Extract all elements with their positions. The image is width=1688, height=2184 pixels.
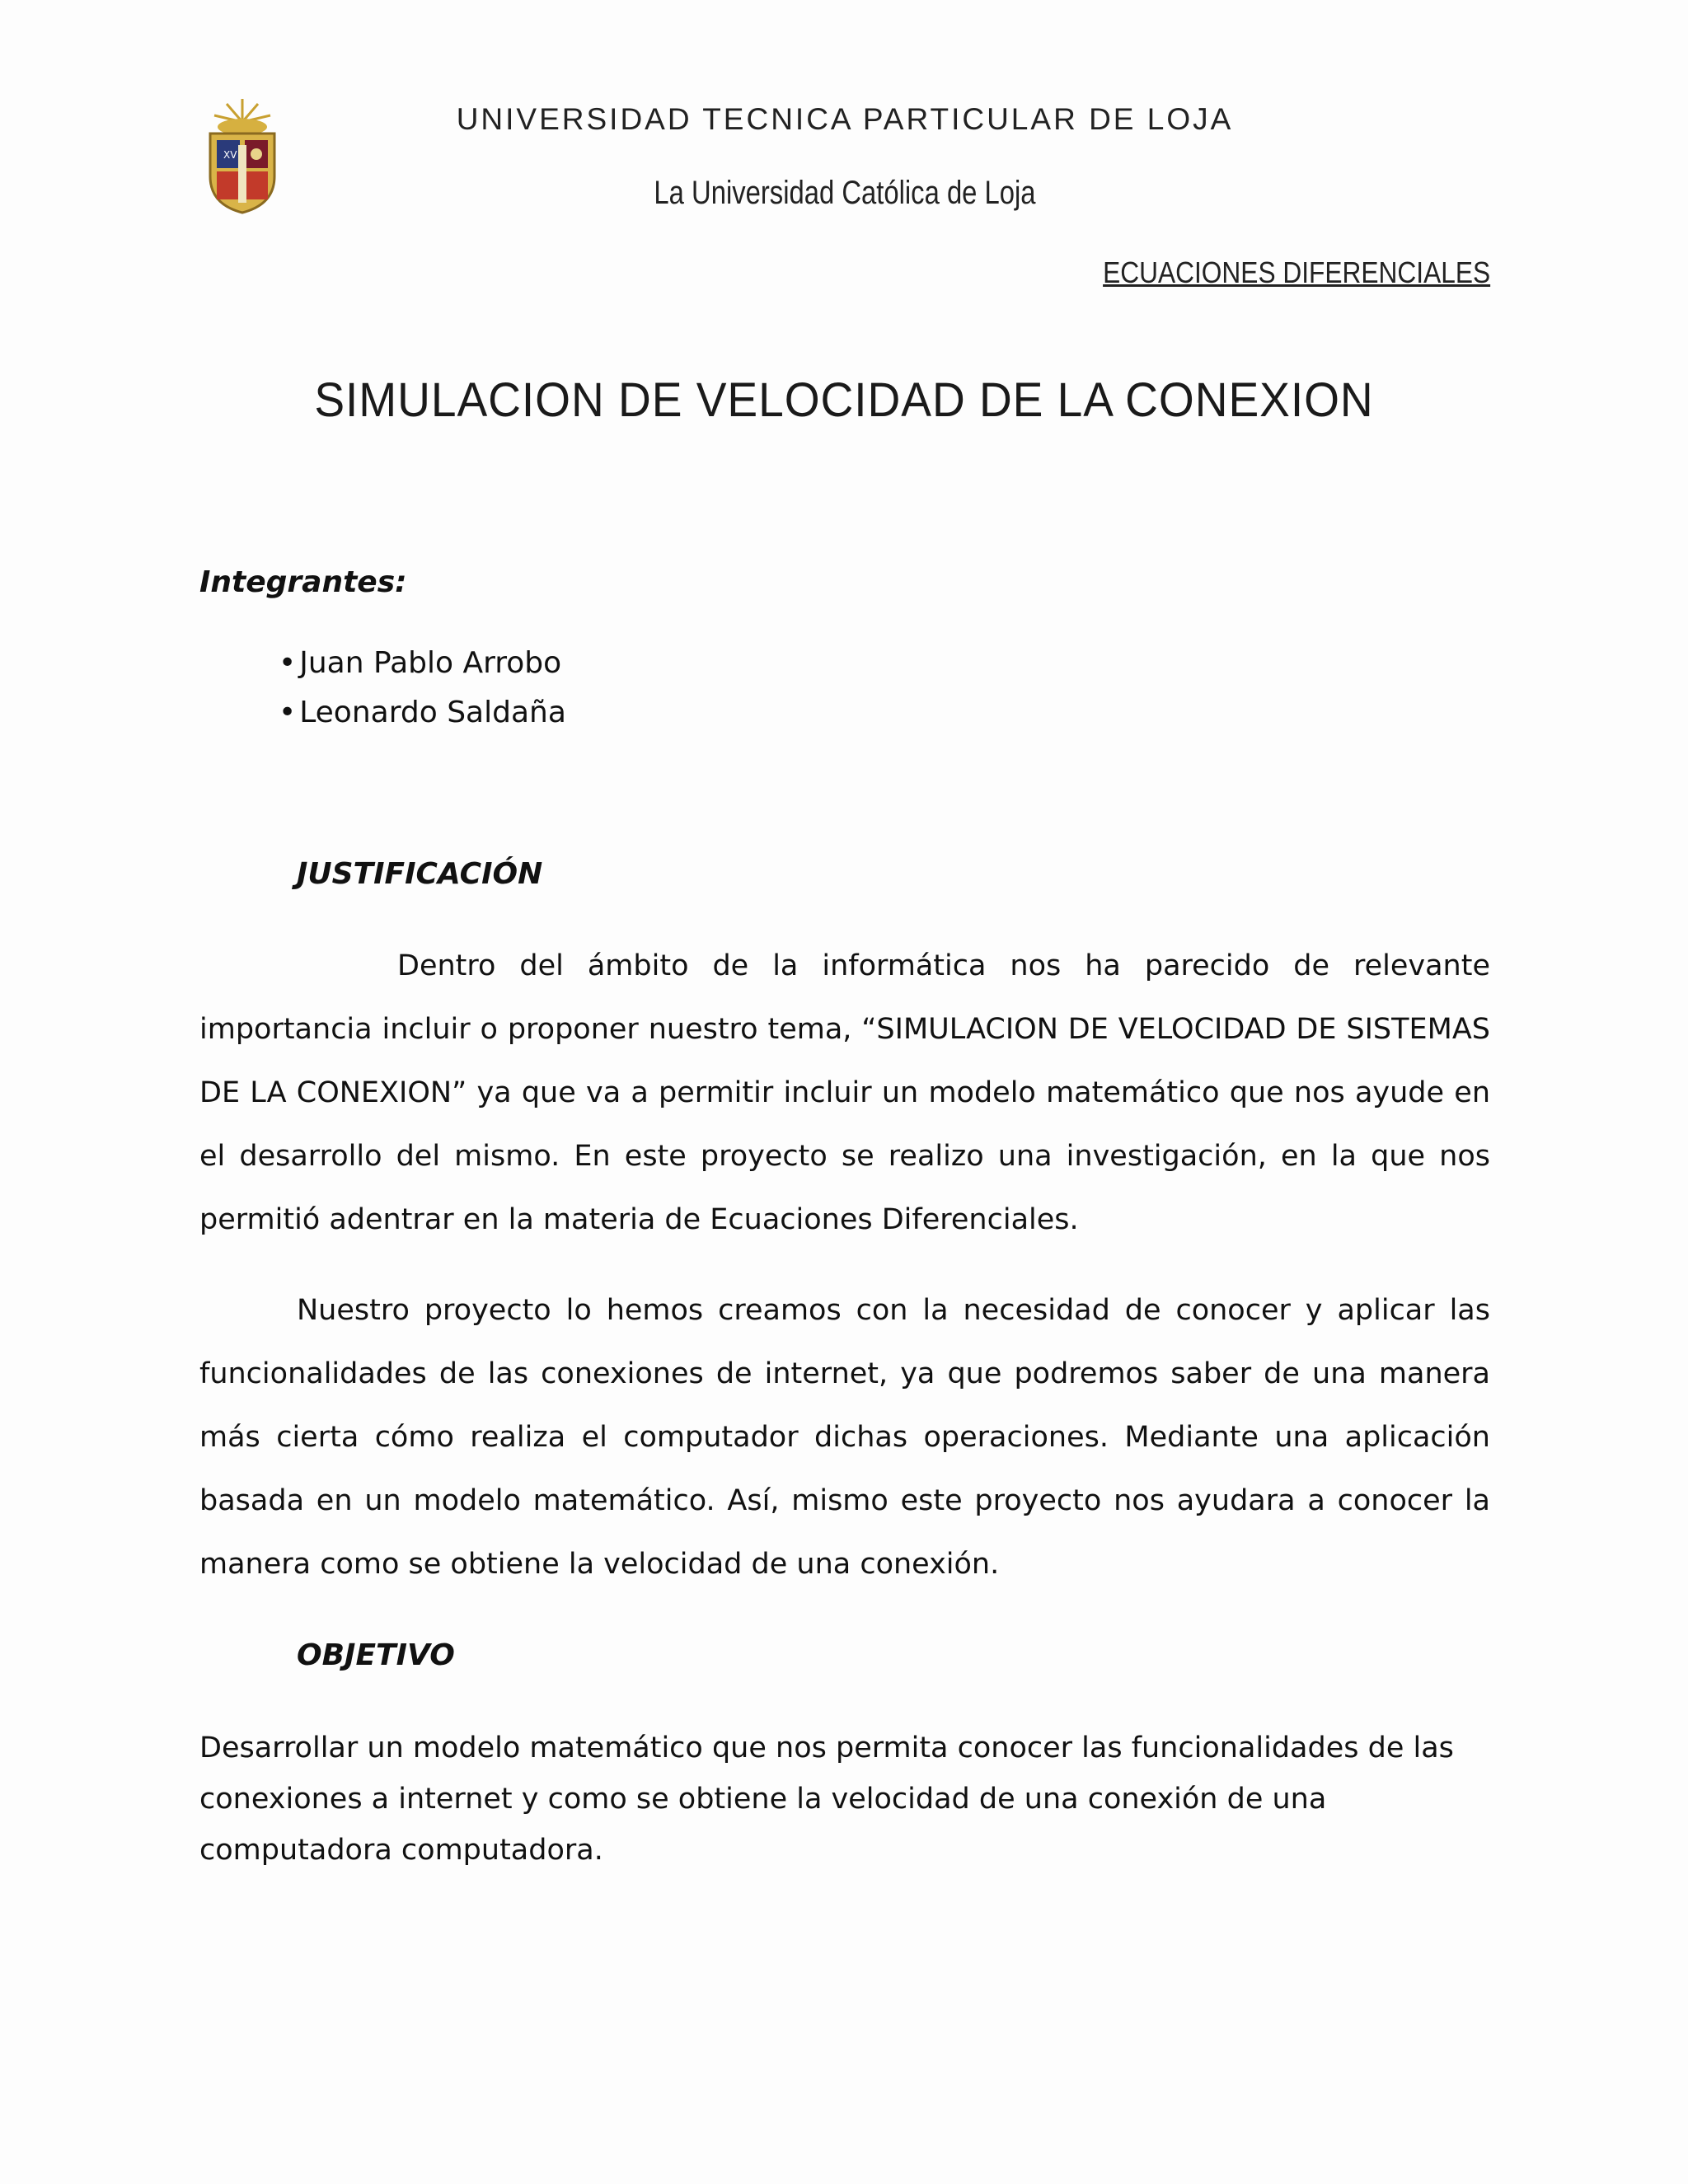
- objective-paragraph: Desarrollar un modelo matemático que nos permita conocer las funcionalidades de las conexiones a internet y como se obtiene la velocidad de una conexión de una computadora computadora.: [199, 1732, 1454, 1867]
- members-list: [279, 639, 566, 738]
- list-item: • Leonardo Saldaña: [279, 688, 566, 738]
- course-name: ECUACIONES DIFERENCIALES: [1102, 255, 1490, 289]
- objective-heading: OBJETIVO: [297, 1638, 455, 1672]
- justification-paragraph-2: Nuestro proyecto lo hemos creamos con la necesidad de conocer y aplicar las funcionalidades de las conexiones de internet, ya que podremos saber de una manera más cierta cómo realiza el computador dichas operaciones. Mediante una aplicación basada en un modelo matemático. Así, mismo este proyecto nos ayudara a conocer la manera como se obtiene la velocidad de una conexión.: [199, 1294, 1490, 1581]
- justification-heading: JUSTIFICACIÓN: [297, 857, 543, 891]
- svg-text:XV: XV: [223, 149, 237, 161]
- document-title: SIMULACION DE VELOCIDAD DE LA CONEXION: [314, 373, 1374, 427]
- members-label: Integrantes:: [199, 565, 407, 599]
- justification-paragraph-1: Dentro del ámbito de la informática nos ha parecido de relevante importancia incluir o proponer nuestro tema, “SIMULACION DE VELOCIDAD DE SISTEMAS DE LA CONEXION” ya que va a permitir incluir un modelo matemático que nos ayude en el desarrollo del mismo. En este proyecto se realizo una investigación, en la que nos permitió adentrar en la materia de Ecuaciones Diferenciales.: [199, 949, 1490, 1236]
- university-name: UNIVERSIDAD TECNICA PARTICULAR DE LOJA: [456, 102, 1234, 136]
- university-subtitle: La Universidad Católica de Loja: [654, 175, 1036, 211]
- list-item: • Juan Pablo Arrobo: [279, 639, 566, 688]
- university-crest-icon: [202, 97, 283, 214]
